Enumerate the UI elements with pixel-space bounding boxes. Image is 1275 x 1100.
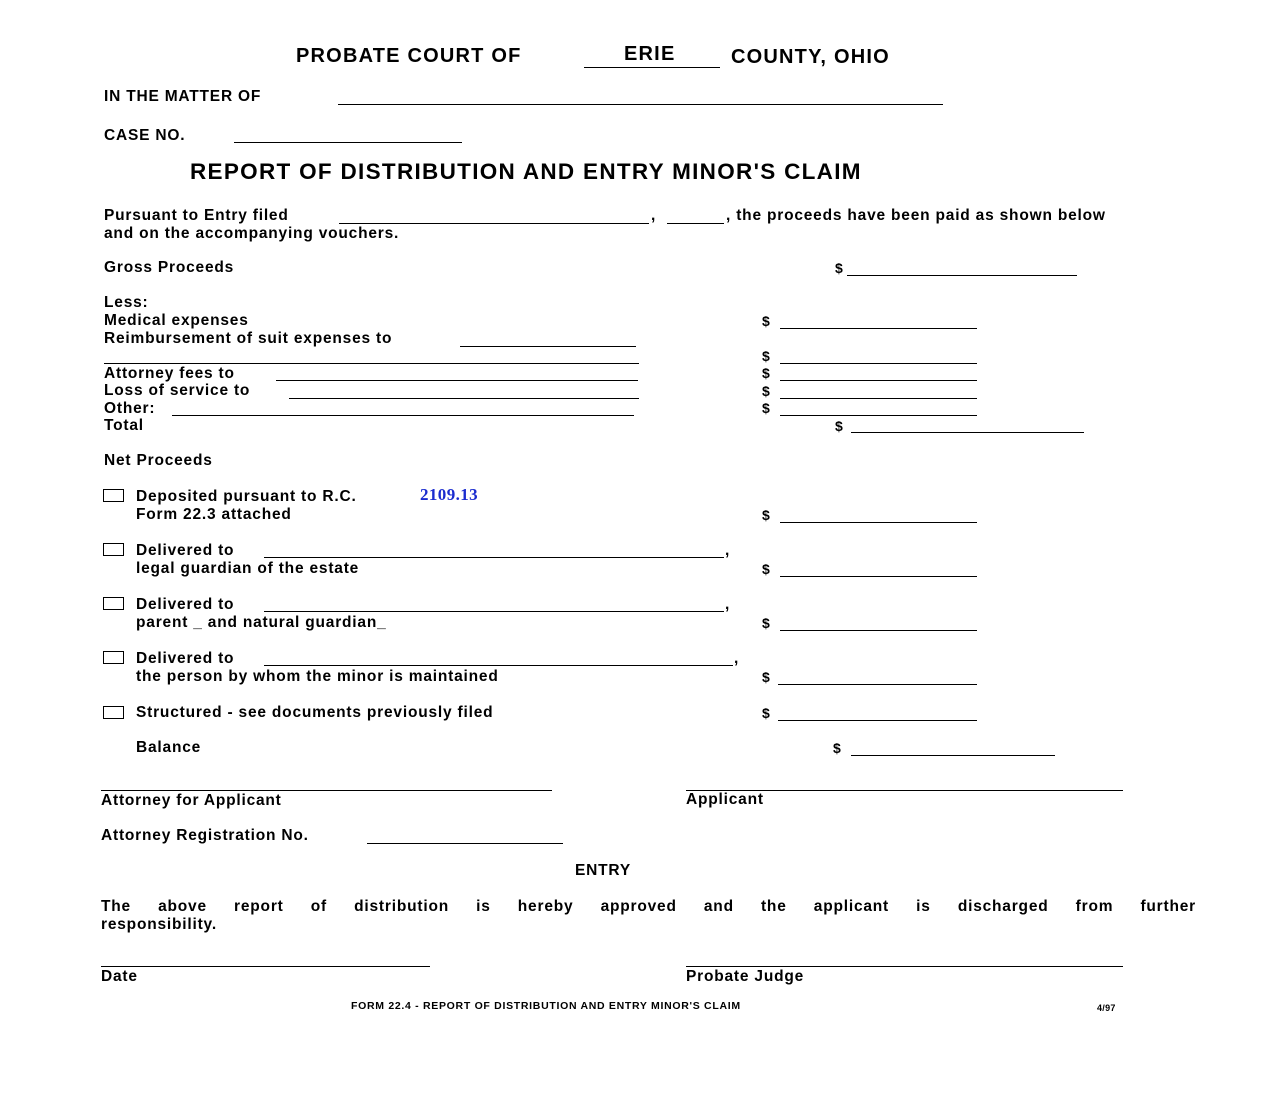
maintainer-checkbox[interactable]: [103, 651, 124, 664]
parent-guardian-comma: ,: [725, 596, 731, 613]
gross-amount-line[interactable]: [847, 275, 1077, 276]
structured-dollar: $: [762, 705, 770, 721]
registration-line[interactable]: [367, 843, 563, 844]
balance-label: Balance: [136, 739, 202, 756]
legal-guardian-amount-line[interactable]: [780, 576, 977, 577]
other-dollar: $: [762, 400, 770, 416]
intro-prefix: Pursuant to Entry filed: [104, 207, 289, 224]
intro-comma: ,: [651, 207, 657, 224]
case-line[interactable]: [234, 142, 462, 143]
medical-dollar: $: [762, 313, 770, 329]
maintainer-name-line[interactable]: [264, 665, 733, 666]
form-revision: 4/97: [1097, 1003, 1116, 1013]
other-label: Other:: [104, 400, 156, 417]
intro-line2: and on the accompanying vouchers.: [104, 225, 400, 242]
other-amount-line[interactable]: [780, 415, 977, 416]
entry-text: The above report of distribution is hereby approved and the applicant is discharged from further: [101, 898, 1196, 915]
loss-of-service-label: Loss of service to: [104, 382, 251, 399]
entry-year-line[interactable]: [667, 223, 724, 224]
case-label: CASE NO.: [104, 127, 186, 144]
parent-guardian-checkbox[interactable]: [103, 597, 124, 610]
county-value: ERIE: [624, 43, 676, 65]
reimbursement-amount-line[interactable]: [780, 363, 977, 364]
maintainer-comma: ,: [734, 650, 740, 667]
total-label: Total: [104, 417, 144, 434]
entry-heading: ENTRY: [575, 862, 631, 879]
loss-of-service-dollar: $: [762, 383, 770, 399]
deposited-form-note: Form 22.3 attached: [136, 506, 292, 523]
matter-label: IN THE MATTER OF: [104, 88, 262, 105]
legal-guardian-dollar: $: [762, 561, 770, 577]
matter-line[interactable]: [338, 104, 943, 105]
reimbursement-dollar: $: [762, 348, 770, 364]
medical-amount-line[interactable]: [780, 328, 977, 329]
reimbursement-to-line[interactable]: [460, 346, 636, 347]
entry-date-line[interactable]: [339, 223, 649, 224]
net-proceeds-label: Net Proceeds: [104, 452, 213, 469]
loss-of-service-to-line[interactable]: [289, 398, 639, 399]
applicant-label: Applicant: [686, 791, 764, 808]
maintainer-label: the person by whom the minor is maintained: [136, 668, 499, 685]
judge-label: Probate Judge: [686, 968, 805, 985]
attorney-fees-to-line[interactable]: [276, 380, 638, 381]
attorney-fees-dollar: $: [762, 365, 770, 381]
gross-proceeds-label: Gross Proceeds: [104, 259, 235, 276]
court-prefix: PROBATE COURT OF: [296, 45, 522, 67]
total-dollar: $: [835, 418, 843, 434]
loss-of-service-amount-line[interactable]: [780, 398, 977, 399]
structured-label: Structured - see documents previously filed: [136, 704, 494, 721]
form-footer-name: FORM 22.4 - REPORT OF DISTRIBUTION AND ENTRY MINOR'S CLAIM: [351, 1000, 741, 1012]
structured-amount-line[interactable]: [778, 720, 977, 721]
reimbursement-label: Reimbursement of suit expenses to: [104, 330, 393, 347]
maintainer-amount-line[interactable]: [778, 684, 977, 685]
legal-guardian-name-line[interactable]: [264, 557, 724, 558]
attorney-label: Attorney for Applicant: [101, 792, 282, 809]
attorney-fees-amount-line[interactable]: [780, 380, 977, 381]
deposited-amount-line[interactable]: [780, 522, 977, 523]
structured-checkbox[interactable]: [103, 706, 124, 719]
balance-dollar: $: [833, 740, 841, 756]
legal-guardian-checkbox[interactable]: [103, 543, 124, 556]
form-title: REPORT OF DISTRIBUTION AND ENTRY MINOR'S CLAIM: [190, 159, 862, 184]
legal-guardian-delivered-label: Delivered to: [136, 542, 235, 559]
parent-guardian-name-line[interactable]: [264, 611, 724, 612]
parent-guardian-amount-line[interactable]: [780, 630, 977, 631]
attorney-signature-line[interactable]: [101, 790, 552, 791]
attorney-fees-label: Attorney fees to: [104, 365, 235, 382]
legal-guardian-label: legal guardian of the estate: [136, 560, 360, 577]
parent-guardian-delivered-label: Delivered to: [136, 596, 235, 613]
other-line[interactable]: [172, 415, 634, 416]
deposited-checkbox[interactable]: [103, 489, 124, 502]
maintainer-delivered-label: Delivered to: [136, 650, 235, 667]
parent-guardian-label: parent _ and natural guardian_: [136, 614, 387, 631]
total-amount-line[interactable]: [851, 432, 1084, 433]
deposited-label: Deposited pursuant to R.C.: [136, 488, 357, 505]
parent-guardian-dollar: $: [762, 615, 770, 631]
less-label: Less:: [104, 294, 149, 311]
court-suffix: COUNTY, OHIO: [731, 46, 890, 68]
medical-label: Medical expenses: [104, 312, 249, 329]
maintainer-dollar: $: [762, 669, 770, 685]
date-line[interactable]: [101, 966, 430, 967]
registration-label: Attorney Registration No.: [101, 827, 309, 844]
date-label: Date: [101, 968, 138, 985]
deposited-dollar: $: [762, 507, 770, 523]
entry-text-2: responsibility.: [101, 916, 217, 933]
legal-guardian-comma: ,: [725, 542, 731, 559]
reimbursement-to-line-2[interactable]: [104, 363, 639, 364]
judge-signature-line[interactable]: [686, 966, 1123, 967]
balance-amount-line[interactable]: [851, 755, 1055, 756]
intro-suffix: , the proceeds have been paid as shown below: [726, 207, 1106, 224]
rc-reference: 2109.13: [420, 485, 479, 504]
gross-dollar: $: [835, 260, 843, 276]
county-line[interactable]: [584, 67, 720, 68]
